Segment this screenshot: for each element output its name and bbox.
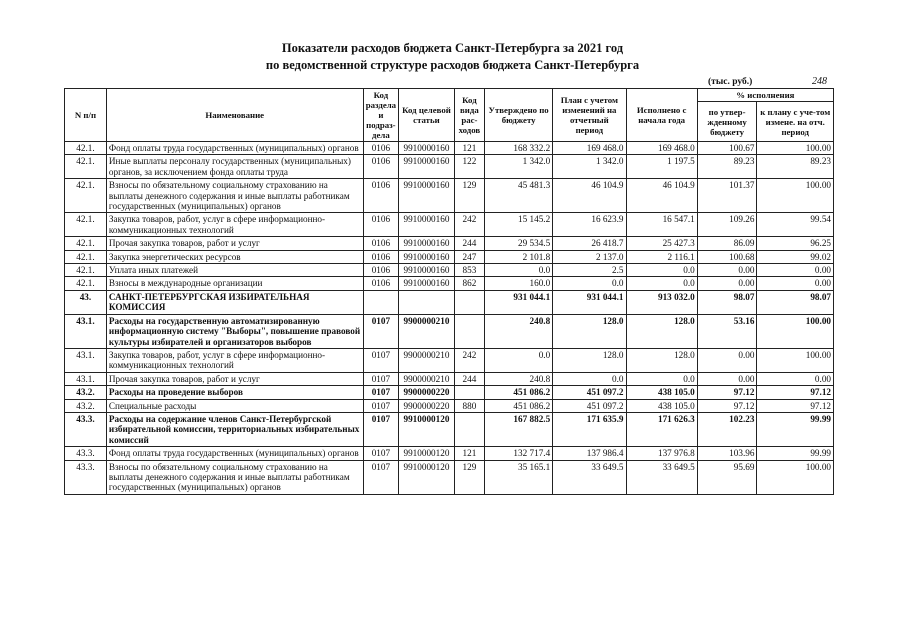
cell-article: 9910000160 <box>399 155 455 179</box>
cell-article: 9910000160 <box>399 213 455 237</box>
cell-type: 242 <box>454 213 484 237</box>
cell-plan: 16 623.9 <box>553 213 626 237</box>
cell-num: 43.1. <box>65 372 107 385</box>
cell-approved: 931 044.1 <box>485 290 553 314</box>
cell-executed: 0.0 <box>626 372 697 385</box>
cell-num: 43.1. <box>65 314 107 348</box>
cell-pct-approved: 98.07 <box>697 290 757 314</box>
cell-type: 122 <box>454 155 484 179</box>
cell-name: Иные выплаты персоналу государственных (муниципальных) органов, за исключением фонда оплаты труда <box>106 155 363 179</box>
header-pct-approved: по утвер-жденному бюджету <box>697 102 757 142</box>
cell-approved: 160.0 <box>485 277 553 290</box>
cell-type: 247 <box>454 250 484 263</box>
cell-plan: 451 097.2 <box>553 386 626 399</box>
cell-type <box>454 290 484 314</box>
cell-section: 0106 <box>363 237 399 250</box>
cell-section: 0107 <box>363 412 399 446</box>
cell-type: 129 <box>454 179 484 213</box>
table-row <box>65 460 834 494</box>
cell-num: 42.1. <box>65 142 107 155</box>
table-row <box>65 237 834 250</box>
cell-section: 0106 <box>363 264 399 277</box>
cell-name: САНКТ-ПЕТЕРБУРГСКАЯ ИЗБИРАТЕЛЬНАЯ КОМИССИЯ <box>106 290 363 314</box>
cell-approved: 240.8 <box>485 314 553 348</box>
cell-article: 9910000160 <box>399 250 455 263</box>
cell-pct-plan: 0.00 <box>757 372 834 385</box>
cell-section: 0106 <box>363 250 399 263</box>
cell-plan: 33 649.5 <box>553 460 626 494</box>
cell-pct-approved: 0.00 <box>697 372 757 385</box>
cell-section: 0107 <box>363 372 399 385</box>
cell-pct-approved: 0.00 <box>697 348 757 372</box>
cell-executed: 25 427.3 <box>626 237 697 250</box>
cell-section: 0106 <box>363 277 399 290</box>
header-name: Наименование <box>106 89 363 142</box>
cell-plan: 451 097.2 <box>553 399 626 412</box>
cell-article: 9910000120 <box>399 447 455 460</box>
cell-num: 43.2. <box>65 386 107 399</box>
cell-num: 42.1. <box>65 155 107 179</box>
cell-pct-approved: 89.23 <box>697 155 757 179</box>
cell-approved: 15 145.2 <box>485 213 553 237</box>
cell-type: 121 <box>454 447 484 460</box>
cell-num: 43.3. <box>65 412 107 446</box>
cell-plan: 1 342.0 <box>553 155 626 179</box>
cell-executed: 0.0 <box>626 277 697 290</box>
cell-pct-plan: 100.00 <box>757 179 834 213</box>
cell-pct-plan: 0.00 <box>757 277 834 290</box>
cell-approved: 0.0 <box>485 264 553 277</box>
cell-plan: 128.0 <box>553 348 626 372</box>
page-number: 248 <box>812 76 827 87</box>
cell-article: 9900000220 <box>399 399 455 412</box>
cell-article: 9910000160 <box>399 237 455 250</box>
cell-pct-approved: 95.69 <box>697 460 757 494</box>
cell-plan: 2 137.0 <box>553 250 626 263</box>
cell-plan: 0.0 <box>553 277 626 290</box>
cell-executed: 171 626.3 <box>626 412 697 446</box>
cell-pct-approved: 101.37 <box>697 179 757 213</box>
cell-plan: 171 635.9 <box>553 412 626 446</box>
cell-section: 0107 <box>363 386 399 399</box>
cell-type: 244 <box>454 372 484 385</box>
cell-name: Прочая закупка товаров, работ и услуг <box>106 372 363 385</box>
table-row <box>65 348 834 372</box>
cell-pct-approved: 100.67 <box>697 142 757 155</box>
header-plan: План с учетом изменений на отчетный период <box>553 89 626 142</box>
cell-plan: 169 468.0 <box>553 142 626 155</box>
cell-pct-plan: 100.00 <box>757 314 834 348</box>
cell-type: 880 <box>454 399 484 412</box>
cell-pct-approved: 103.96 <box>697 447 757 460</box>
cell-pct-approved: 0.00 <box>697 277 757 290</box>
cell-executed: 0.0 <box>626 264 697 277</box>
cell-pct-plan: 99.54 <box>757 213 834 237</box>
cell-type: 244 <box>454 237 484 250</box>
cell-name: Расходы на проведение выборов <box>106 386 363 399</box>
cell-type: 242 <box>454 348 484 372</box>
cell-num: 42.1. <box>65 179 107 213</box>
cell-article: 9910000120 <box>399 412 455 446</box>
document-title-line2: по ведомственной структуре расходов бюджета Санкт-Петербурга <box>265 58 640 72</box>
header-approved: Утверждено по бюджету <box>485 89 553 142</box>
cell-type <box>454 314 484 348</box>
cell-num: 43.1. <box>65 348 107 372</box>
cell-name: Специальные расходы <box>106 399 363 412</box>
cell-pct-plan: 96.25 <box>757 237 834 250</box>
header-pct-plan: к плану с уче-том измене. на отч. период <box>757 102 834 142</box>
cell-type: 129 <box>454 460 484 494</box>
cell-executed: 128.0 <box>626 348 697 372</box>
cell-pct-approved: 109.26 <box>697 213 757 237</box>
cell-pct-plan: 98.07 <box>757 290 834 314</box>
cell-approved: 451 086.2 <box>485 399 553 412</box>
table-row <box>65 179 834 213</box>
cell-executed: 46 104.9 <box>626 179 697 213</box>
cell-num: 42.1. <box>65 250 107 263</box>
cell-approved: 167 882.5 <box>485 412 553 446</box>
table-row <box>65 290 834 314</box>
cell-approved: 240.8 <box>485 372 553 385</box>
cell-type: 862 <box>454 277 484 290</box>
cell-executed: 128.0 <box>626 314 697 348</box>
cell-pct-approved: 86.09 <box>697 237 757 250</box>
cell-article: 9900000210 <box>399 348 455 372</box>
cell-pct-plan: 99.99 <box>757 412 834 446</box>
cell-pct-approved: 97.12 <box>697 386 757 399</box>
units-label: (тыс. руб.) <box>708 77 753 87</box>
cell-plan: 931 044.1 <box>553 290 626 314</box>
cell-plan: 2.5 <box>553 264 626 277</box>
cell-pct-approved: 102.23 <box>697 412 757 446</box>
cell-name: Прочая закупка товаров, работ и услуг <box>106 237 363 250</box>
cell-article: 9910000160 <box>399 277 455 290</box>
cell-type: 121 <box>454 142 484 155</box>
cell-executed: 137 976.8 <box>626 447 697 460</box>
table-body <box>65 142 834 495</box>
cell-article: 9910000160 <box>399 142 455 155</box>
cell-pct-plan: 100.00 <box>757 348 834 372</box>
cell-type <box>454 412 484 446</box>
cell-plan: 46 104.9 <box>553 179 626 213</box>
cell-pct-plan: 97.12 <box>757 386 834 399</box>
cell-section: 0107 <box>363 399 399 412</box>
cell-approved: 45 481.3 <box>485 179 553 213</box>
cell-name: Фонд оплаты труда государственных (муниципальных) органов <box>106 447 363 460</box>
cell-pct-approved: 100.68 <box>697 250 757 263</box>
cell-name: Расходы на содержание членов Санкт-Петербургской избирательной комиссии, территориальных избирательных комиссий <box>106 412 363 446</box>
cell-section: 0107 <box>363 460 399 494</box>
cell-section: 0106 <box>363 213 399 237</box>
table-row <box>65 399 834 412</box>
cell-pct-plan: 89.23 <box>757 155 834 179</box>
cell-num: 42.1. <box>65 213 107 237</box>
cell-executed: 169 468.0 <box>626 142 697 155</box>
cell-executed: 2 116.1 <box>626 250 697 263</box>
cell-name: Закупка товаров, работ, услуг в сфере информационно-коммуникационных технологий <box>106 348 363 372</box>
cell-executed: 1 197.5 <box>626 155 697 179</box>
cell-num: 43.2. <box>65 399 107 412</box>
cell-pct-plan: 97.12 <box>757 399 834 412</box>
table-row <box>65 155 834 179</box>
cell-num: 43. <box>65 290 107 314</box>
document-title-line1: Показатели расходов бюджета Санкт-Петербурга за 2021 год <box>281 41 624 55</box>
cell-name: Уплата иных платежей <box>106 264 363 277</box>
cell-section: 0106 <box>363 179 399 213</box>
table-row <box>65 447 834 460</box>
table-row <box>65 386 834 399</box>
header-pct-group: % исполнения <box>697 89 833 102</box>
cell-name: Закупка товаров, работ, услуг в сфере информационно-коммуникационных технологий <box>106 213 363 237</box>
cell-article: 9910000160 <box>399 179 455 213</box>
cell-article <box>399 290 455 314</box>
cell-executed: 438 105.0 <box>626 399 697 412</box>
cell-pct-plan: 99.99 <box>757 447 834 460</box>
cell-num: 43.3. <box>65 447 107 460</box>
cell-num: 43.3. <box>65 460 107 494</box>
cell-name: Взносы по обязательному социальному страхованию на выплаты денежного содержания и иные выплаты работникам государственных (муниципальных) органов <box>106 179 363 213</box>
header-section: Код раздела и подраз-дела <box>363 89 399 142</box>
cell-approved: 1 342.0 <box>485 155 553 179</box>
table-row <box>65 213 834 237</box>
cell-section: 0107 <box>363 447 399 460</box>
cell-approved: 168 332.2 <box>485 142 553 155</box>
cell-name: Взносы по обязательному социальному страхованию на выплаты денежного содержания и иные выплаты работникам государственных (муниципальных) органов <box>106 460 363 494</box>
cell-plan: 26 418.7 <box>553 237 626 250</box>
cell-approved: 451 086.2 <box>485 386 553 399</box>
cell-pct-plan: 0.00 <box>757 264 834 277</box>
cell-executed: 913 032.0 <box>626 290 697 314</box>
cell-pct-plan: 99.02 <box>757 250 834 263</box>
cell-type <box>454 386 484 399</box>
cell-section: 0107 <box>363 348 399 372</box>
table-row <box>65 314 834 348</box>
cell-article: 9900000210 <box>399 372 455 385</box>
table-row <box>65 250 834 263</box>
cell-approved: 132 717.4 <box>485 447 553 460</box>
cell-type: 853 <box>454 264 484 277</box>
header-num: N п/п <box>65 89 107 142</box>
cell-name: Закупка энергетических ресурсов <box>106 250 363 263</box>
cell-approved: 0.0 <box>485 348 553 372</box>
cell-num: 42.1. <box>65 264 107 277</box>
cell-section: 0106 <box>363 155 399 179</box>
budget-table <box>64 88 834 495</box>
cell-approved: 35 165.1 <box>485 460 553 494</box>
cell-approved: 2 101.8 <box>485 250 553 263</box>
table-row <box>65 264 834 277</box>
cell-article: 9900000210 <box>399 314 455 348</box>
cell-name: Взносы в международные организации <box>106 277 363 290</box>
header-executed: Исполнено с начала года <box>626 89 697 142</box>
header-article: Код целевой статьи <box>399 89 455 142</box>
cell-article: 9910000120 <box>399 460 455 494</box>
cell-pct-approved: 97.12 <box>697 399 757 412</box>
cell-plan: 137 986.4 <box>553 447 626 460</box>
cell-num: 42.1. <box>65 237 107 250</box>
cell-executed: 33 649.5 <box>626 460 697 494</box>
cell-section: 0107 <box>363 314 399 348</box>
cell-pct-approved: 53.16 <box>697 314 757 348</box>
cell-num: 42.1. <box>65 277 107 290</box>
cell-approved: 29 534.5 <box>485 237 553 250</box>
cell-executed: 16 547.1 <box>626 213 697 237</box>
cell-section: 0106 <box>363 142 399 155</box>
cell-plan: 128.0 <box>553 314 626 348</box>
table-row <box>65 412 834 446</box>
cell-pct-plan: 100.00 <box>757 460 834 494</box>
cell-pct-plan: 100.00 <box>757 142 834 155</box>
cell-article: 9910000160 <box>399 264 455 277</box>
table-row <box>65 277 834 290</box>
table-row <box>65 142 834 155</box>
table-row <box>65 372 834 385</box>
cell-article: 9900000220 <box>399 386 455 399</box>
cell-plan: 0.0 <box>553 372 626 385</box>
cell-executed: 438 105.0 <box>626 386 697 399</box>
header-type: Код вида рас-ходов <box>454 89 484 142</box>
cell-pct-approved: 0.00 <box>697 264 757 277</box>
cell-name: Расходы на государственную автоматизированную информационную систему "Выборы", повышение правовой культуры избирателей и организаторов выборов <box>106 314 363 348</box>
cell-name: Фонд оплаты труда государственных (муниципальных) органов <box>106 142 363 155</box>
cell-section <box>363 290 399 314</box>
